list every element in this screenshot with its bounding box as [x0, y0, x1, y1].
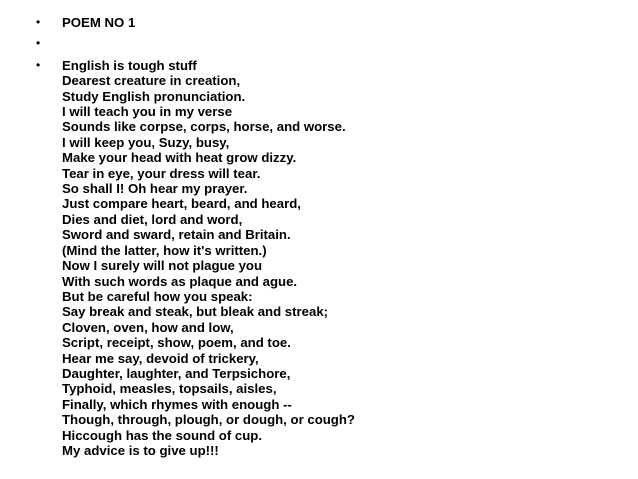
bullet-icon: • — [36, 15, 41, 29]
poem-line: I will keep you, Suzy, busy, — [62, 134, 230, 150]
bullet-list — [36, 15, 616, 458]
poem-line: With such words as plaque and ague. — [62, 273, 298, 289]
bullet-icon: • — [36, 57, 41, 72]
poem-line: Daughter, laughter, and Terpsichore, — [62, 365, 291, 381]
poem-line: Finally, which rhymes with enough -- — [62, 396, 292, 412]
poem-line: Hear me say, devoid of trickery, — [62, 350, 259, 366]
poem-line: English is tough stuff — [62, 57, 197, 73]
poem-line: Cloven, oven, how and low, — [62, 319, 234, 335]
bullet-icon: • — [36, 36, 41, 51]
poem-line: Make your head with heat grow dizzy. — [62, 150, 297, 166]
poem-line: Typhoid, measles, topsails, aisles, — [62, 381, 277, 397]
poem-line: Hiccough has the sound of cup. — [62, 427, 263, 443]
poem-line: Now I surely will not plague you — [62, 258, 263, 274]
poem-line: Sounds like corpse, corps, horse, and worse. — [62, 119, 346, 135]
poem-line: Dies and diet, lord and word, — [62, 211, 243, 227]
poem-line: Sword and sward, retain and Britain. — [62, 227, 291, 243]
bullet-item-poem — [36, 58, 616, 459]
poem-line: (Mind the latter, how it's written.) — [62, 242, 267, 258]
poem-line: But be careful how you speak: — [62, 288, 253, 304]
poem-line: Script, receipt, show, poem, and toe. — [62, 335, 291, 351]
poem-line: Though, through, plough, or dough, or cough? — [62, 412, 355, 428]
poem-line: Dearest creature in creation, — [62, 73, 241, 89]
poem-line: Study English pronunciation. — [62, 88, 246, 104]
poem-body — [62, 58, 355, 459]
poem-title: POEM NO 1 — [62, 15, 136, 30]
bullet-item-empty — [36, 36, 616, 51]
poem-line: Just compare heart, beard, and heard, — [62, 196, 301, 212]
bullet-item-title — [36, 15, 616, 30]
poem-line: My advice is to give up!!! — [62, 442, 219, 458]
poem-line: Tear in eye, your dress will tear. — [62, 165, 261, 181]
poem-line: Say break and steak, but bleak and streak; — [62, 304, 329, 320]
poem-line: I will teach you in my verse — [62, 104, 233, 120]
poem-line: So shall I! Oh hear my prayer. — [62, 181, 248, 197]
